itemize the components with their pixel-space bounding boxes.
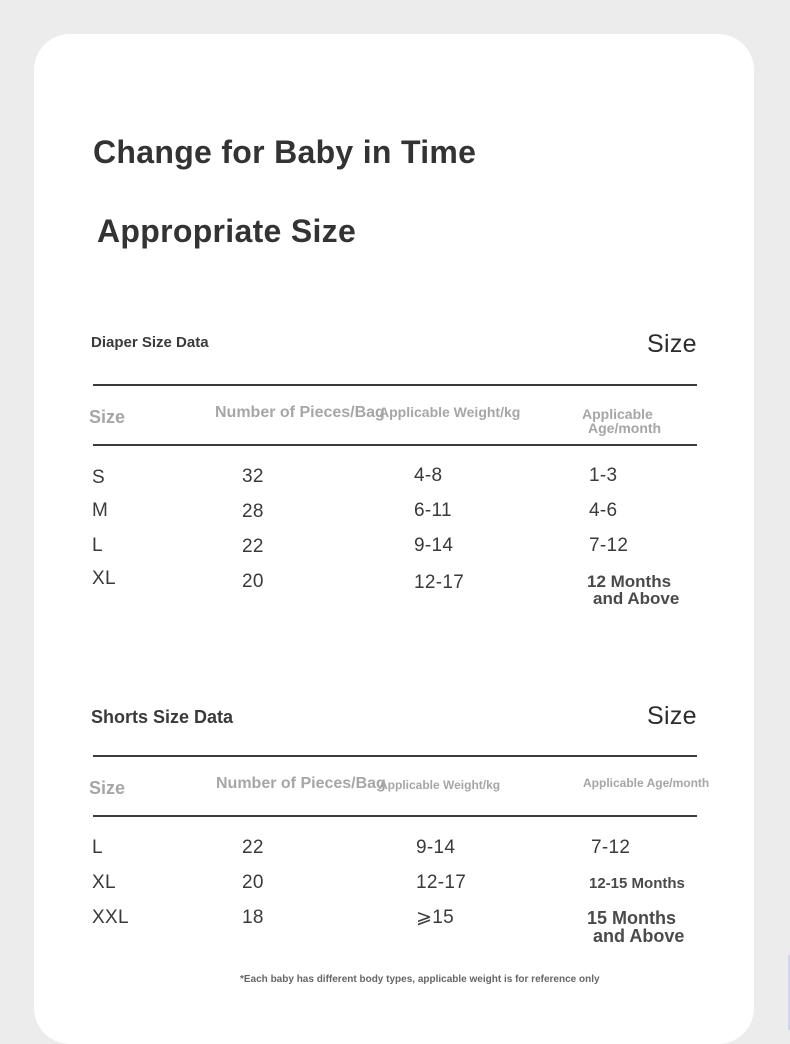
age-cell-line2: and Above [593,926,685,946]
age-cell-line1: 12 Months [587,572,672,591]
diaper-size-label: Size [647,330,697,358]
age-cell: 12-15 Months [589,875,685,892]
age-cell-line2: and Above [593,589,680,608]
age-cell: 1-3 [589,465,618,486]
headline-line-1: Change for Baby in Time [93,134,477,170]
age-cell: 7-12 [591,837,631,858]
headline-line-2: Appropriate Size [97,213,357,249]
diaper-header-pieces: Number of Pieces/Bag [215,404,385,421]
pieces-cell: 32 [242,466,264,487]
weight-cell: 12-17 [414,572,465,593]
diaper-top-rule [93,384,697,386]
diaper-header-size: Size [89,407,126,427]
shorts-header-weight: Applicable Weight/kg [379,778,501,792]
shorts-top-rule [93,755,697,757]
shorts-size-label: Size [647,702,697,730]
size-cell: XL [92,568,116,589]
content-card [34,34,754,1044]
size-cell: XXL [92,907,129,928]
size-cell: M [92,500,109,521]
shorts-section-title: Shorts Size Data [91,707,234,727]
shorts-header-age: Applicable Age/month [583,776,710,790]
pieces-cell: 22 [242,536,264,557]
pieces-cell: 22 [242,837,264,858]
weight-cell: 4-8 [414,465,443,486]
age-cell: 4-6 [589,500,618,521]
shorts-header-rule [93,815,697,817]
pieces-cell: 18 [242,907,264,928]
pieces-cell: 20 [242,872,264,893]
weight-cell: 9-14 [416,837,456,858]
diaper-header-rule [93,444,697,446]
diaper-header-age-line2: Age/month [588,420,662,436]
pieces-cell: 28 [242,501,264,522]
shorts-header-pieces: Number of Pieces/Bag [216,775,386,792]
size-cell: S [92,467,105,488]
size-cell: L [92,535,103,556]
pieces-cell: 20 [242,571,264,592]
shorts-header-size: Size [89,778,126,798]
weight-cell: 6-11 [414,500,452,521]
diaper-header-weight: Applicable Weight/kg [379,404,521,420]
size-cell: XL [92,872,116,893]
footnote: *Each baby has different body types, applicable weight is for reference only [240,974,600,985]
weight-cell: ⩾15 [416,907,454,928]
weight-cell: 12-17 [416,872,467,893]
diaper-section-title: Diaper Size Data [91,334,209,351]
age-cell: 7-12 [589,535,629,556]
weight-cell: 9-14 [414,535,454,556]
size-cell: L [92,837,103,858]
diaper-header-age-line1: Applicable [582,406,653,422]
age-cell-line1: 15 Months [587,908,677,928]
